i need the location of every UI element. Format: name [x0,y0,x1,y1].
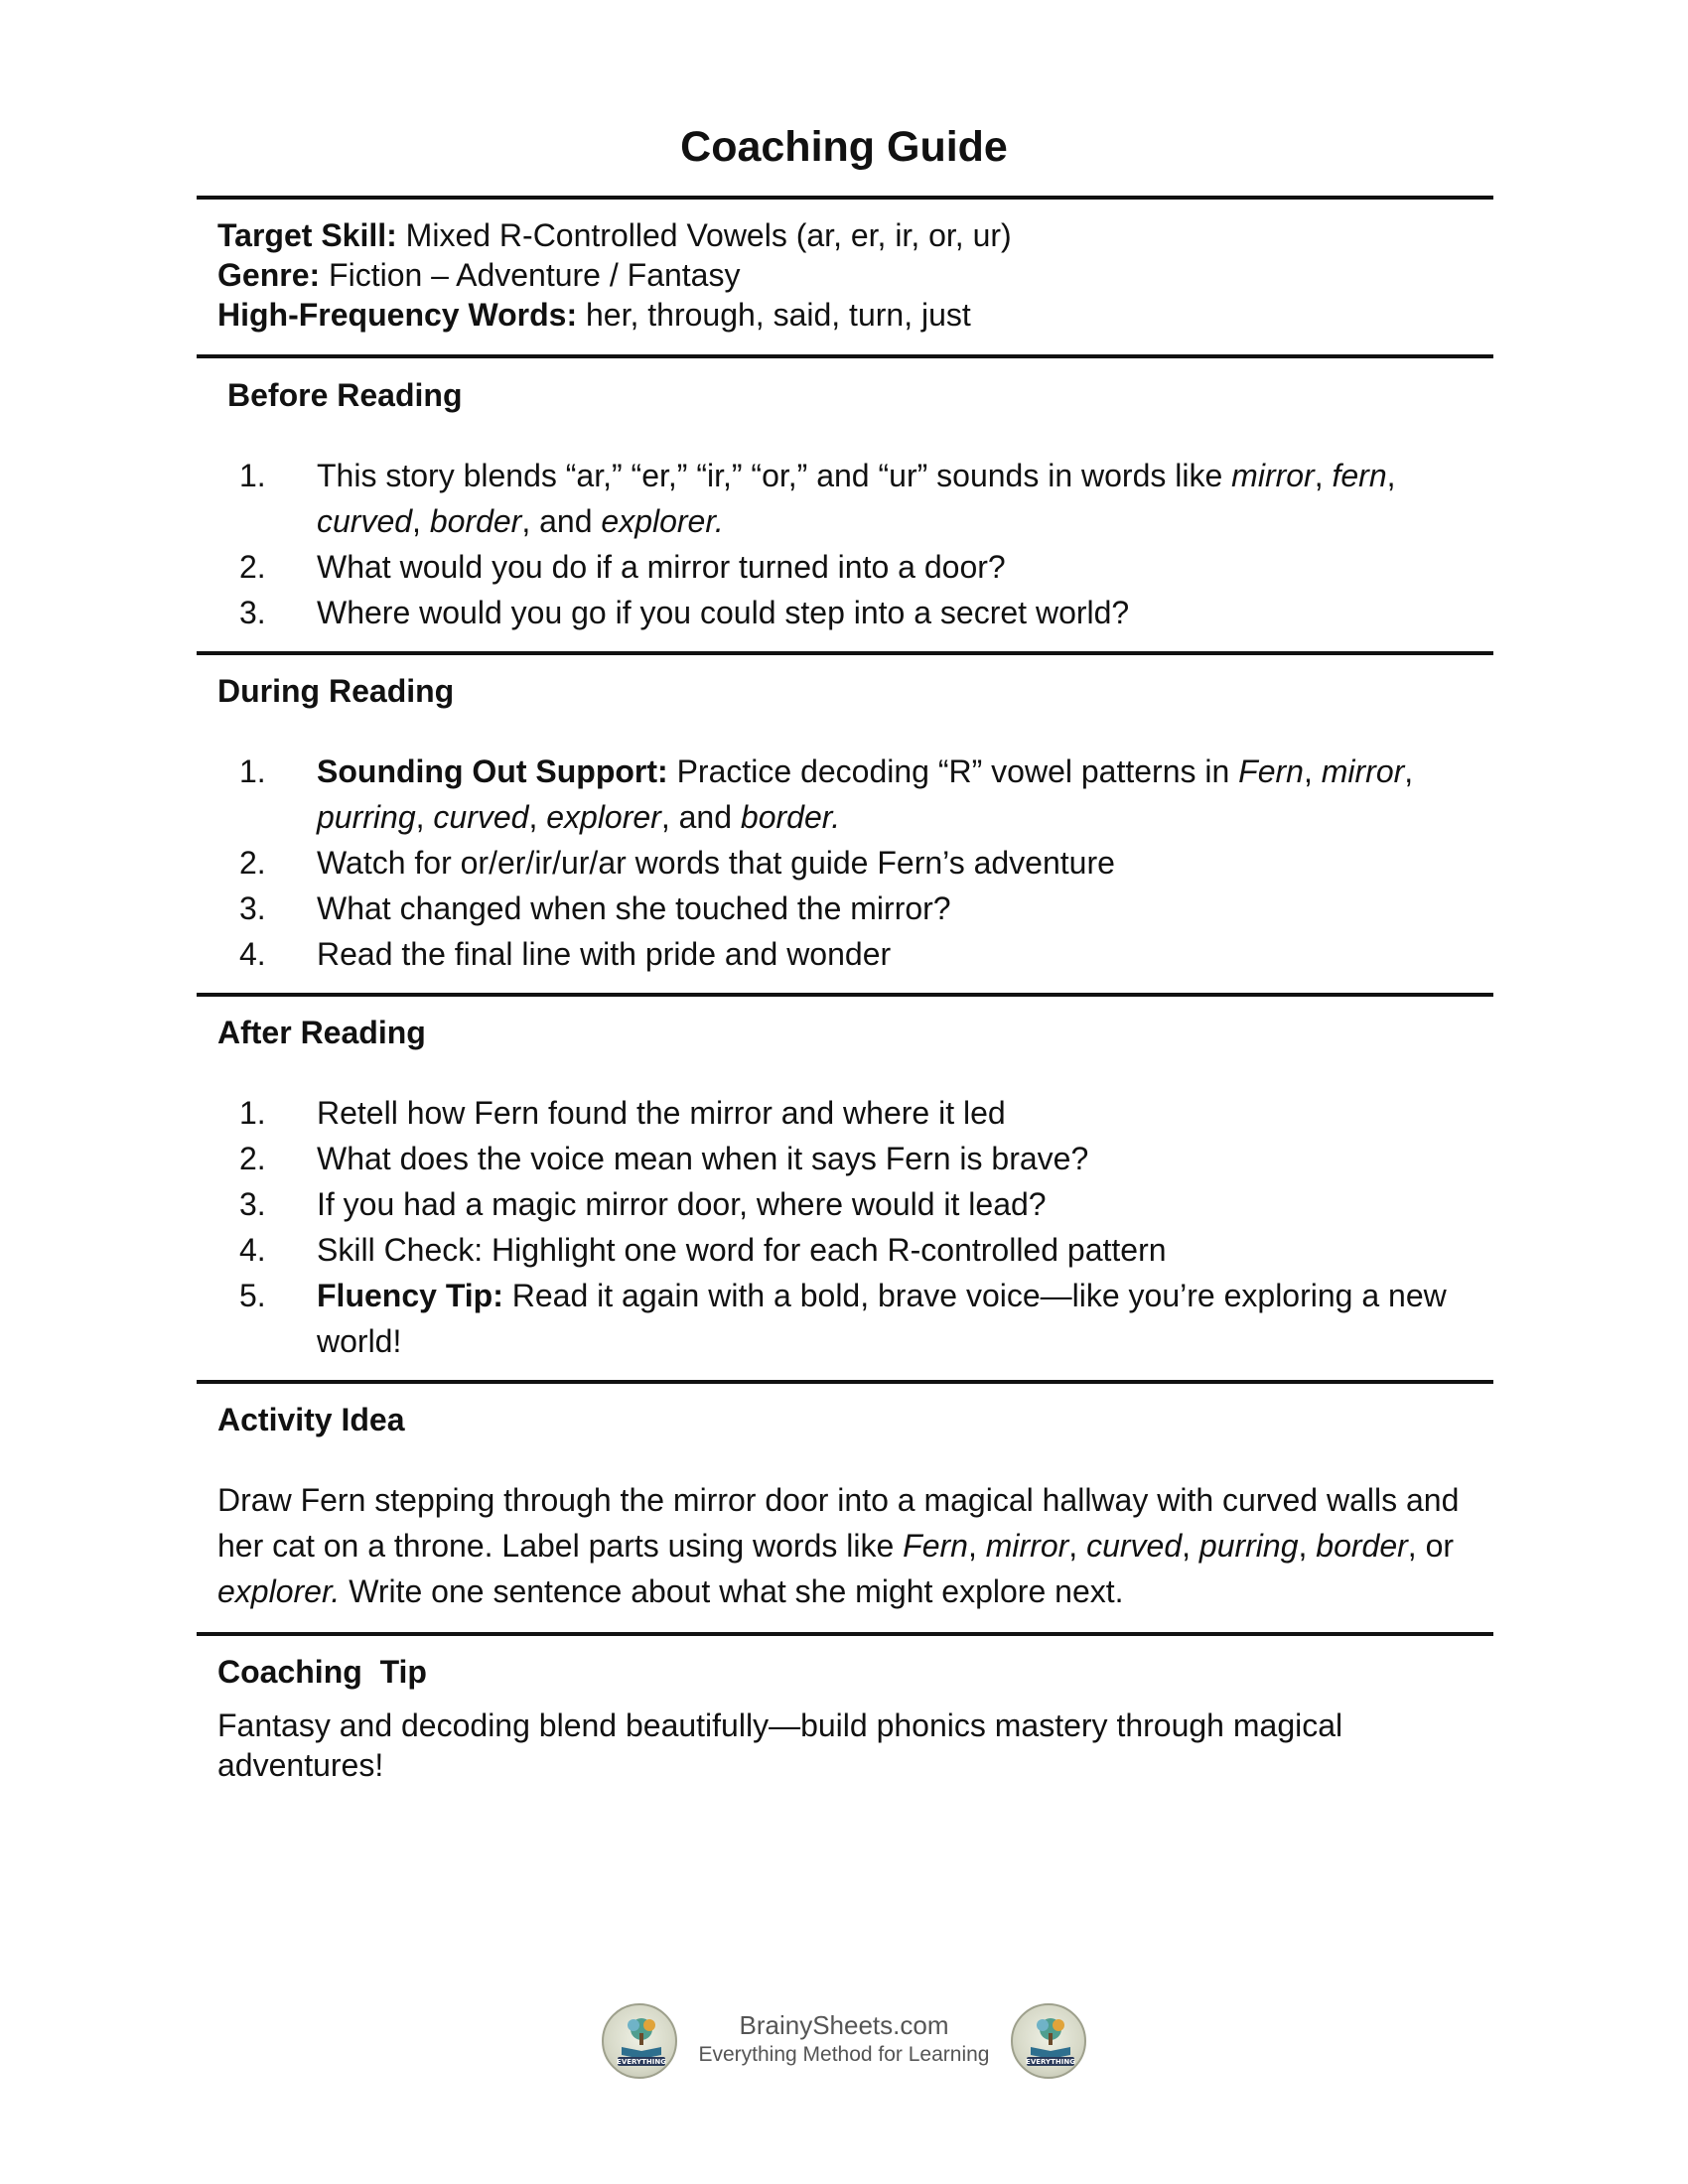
item-text: Retell how Fern found the mirror and where it led [317,1095,1006,1131]
item-text: What changed when she touched the mirror? [317,890,951,926]
list-item [217,1227,1478,1273]
item-number: 4. [239,1232,266,1268]
high-frequency-words-value: her, through, said, turn, just [577,297,971,333]
activity-idea-text [217,1477,1478,1614]
after-reading-heading: After Reading [217,1015,426,1050]
item-number: 3. [239,890,266,926]
item-number: 4. [239,936,266,972]
list-item [217,931,1478,977]
example-word: curved [317,503,413,539]
example-word: border [1316,1528,1408,1564]
genre-label: Genre: [217,257,321,293]
list-item [217,1273,1478,1364]
footer-text [0,2009,1688,2069]
target-skill-label: Target Skill: [217,217,397,253]
before-reading-list [217,453,1478,635]
activity-text: , [967,1528,986,1564]
example-word: mirror [1231,458,1315,493]
example-word: border. [740,799,841,835]
item-number: 3. [239,1186,266,1222]
before-reading-heading: Before Reading [227,377,463,413]
item-text: Watch for or/er/ir/ur/ar words that guide Fern’s adventure [317,845,1115,881]
logo-text-label: EVERYTHING [617,2058,666,2066]
example-word: fern [1332,458,1387,493]
item-number: 1. [239,753,266,789]
list-item [217,1181,1478,1227]
target-skill-value: Mixed R-Controlled Vowels (ar, er, ir, or, ur) [396,217,1012,253]
coaching-tip-heading: Coaching Tip [217,1654,427,1690]
item-label: Sounding Out Support: [317,753,668,789]
example-word: curved [433,799,529,835]
list-item [217,590,1478,635]
brand-logo-icon [1011,2003,1086,2079]
activity-idea-section [217,1400,1478,1614]
list-item [217,840,1478,886]
item-number: 2. [239,1141,266,1176]
item-text: Practice decoding “R” vowel patterns in [667,753,1239,789]
after-reading-section [217,1013,1478,1364]
item-text: , [1386,458,1396,493]
item-text: What would you do if a mirror turned into a door? [317,549,1006,585]
before-reading-section [217,375,1478,635]
item-label: Fluency Tip: [317,1278,503,1313]
example-word: purring [1198,1528,1299,1564]
item-number: 2. [239,845,266,881]
coaching-tip-section [217,1652,1478,1785]
item-text: Read the final line with pride and wonder [317,936,892,972]
item-number: 2. [239,549,266,585]
during-reading-section [217,671,1478,977]
high-frequency-words-label: High-Frequency Words: [217,297,578,333]
list-item [217,453,1478,544]
example-word: border [429,503,522,539]
after-reading-list [217,1090,1478,1364]
list-item [217,749,1478,840]
during-reading-heading: During Reading [217,673,455,709]
target-skill-line [217,215,1012,255]
activity-text: , [1068,1528,1087,1564]
activity-text: , [1182,1528,1199,1564]
item-text: Where would you go if you could step into a secret world? [317,595,1130,630]
example-word: Fern [903,1528,968,1564]
logo-text [1013,2005,1086,2079]
divider [197,1632,1493,1636]
item-number: 1. [239,458,266,493]
item-text: , [415,799,434,835]
example-word: explorer. [601,503,724,539]
item-text: This story blends “ar,” “er,” “ir,” “or,” and “ur” sounds in words like [317,458,1232,493]
divider [197,354,1493,358]
coaching-tip-text: Fantasy and decoding blend beautifully—build phonics mastery through magical adventures! [217,1707,1343,1783]
example-word: mirror [985,1528,1069,1564]
item-number: 3. [239,595,266,630]
genre-value: Fiction – Adventure / Fantasy [320,257,741,293]
item-text: , [1303,753,1322,789]
activity-idea-heading: Activity Idea [217,1402,405,1437]
item-text: , and [521,503,602,539]
item-text: Skill Check: Highlight one word for each R-controlled pattern [317,1232,1167,1268]
item-text: , [412,503,430,539]
example-word: Fern [1238,753,1304,789]
divider [197,651,1493,655]
item-text: , and [660,799,741,835]
activity-text: Draw Fern stepping through the mirror door into a magical hallway with curved walls and her cat on a throne. Label parts using words like [217,1482,1460,1564]
example-word: mirror [1321,753,1405,789]
activity-text: , or [1407,1528,1455,1564]
item-text: If you had a magic mirror door, where would it lead? [317,1186,1047,1222]
activity-text: Write one sentence about what she might explore next. [340,1573,1124,1609]
item-text: , [1404,753,1414,789]
example-word: explorer. [217,1573,341,1609]
lesson-meta [217,215,1012,335]
divider [197,993,1493,997]
item-number: 5. [239,1278,266,1313]
item-text: , [528,799,547,835]
example-word: explorer [546,799,661,835]
divider [197,196,1493,200]
divider [197,1380,1493,1384]
list-item [217,1136,1478,1181]
example-word: purring [317,799,416,835]
activity-text: , [1298,1528,1317,1564]
logo-text-label: EVERYTHING [1026,2058,1075,2066]
list-item [217,544,1478,590]
list-item [217,1090,1478,1136]
item-text: What does the voice mean when it says Fern is brave? [317,1141,1089,1176]
page-title: Coaching Guide [680,123,1008,171]
during-reading-list [217,749,1478,977]
item-text: Read it again with a bold, brave voice—like you’re exploring a new world! [317,1278,1447,1359]
list-item [217,886,1478,931]
footer-site: BrainySheets.com [739,2010,949,2040]
footer-tagline: Everything Method for Learning [698,2043,990,2066]
footer [0,1995,1688,2091]
example-word: curved [1086,1528,1183,1564]
genre-line [217,255,1012,295]
high-frequency-words-line [217,295,1012,335]
item-text: , [1314,458,1333,493]
item-number: 1. [239,1095,266,1131]
